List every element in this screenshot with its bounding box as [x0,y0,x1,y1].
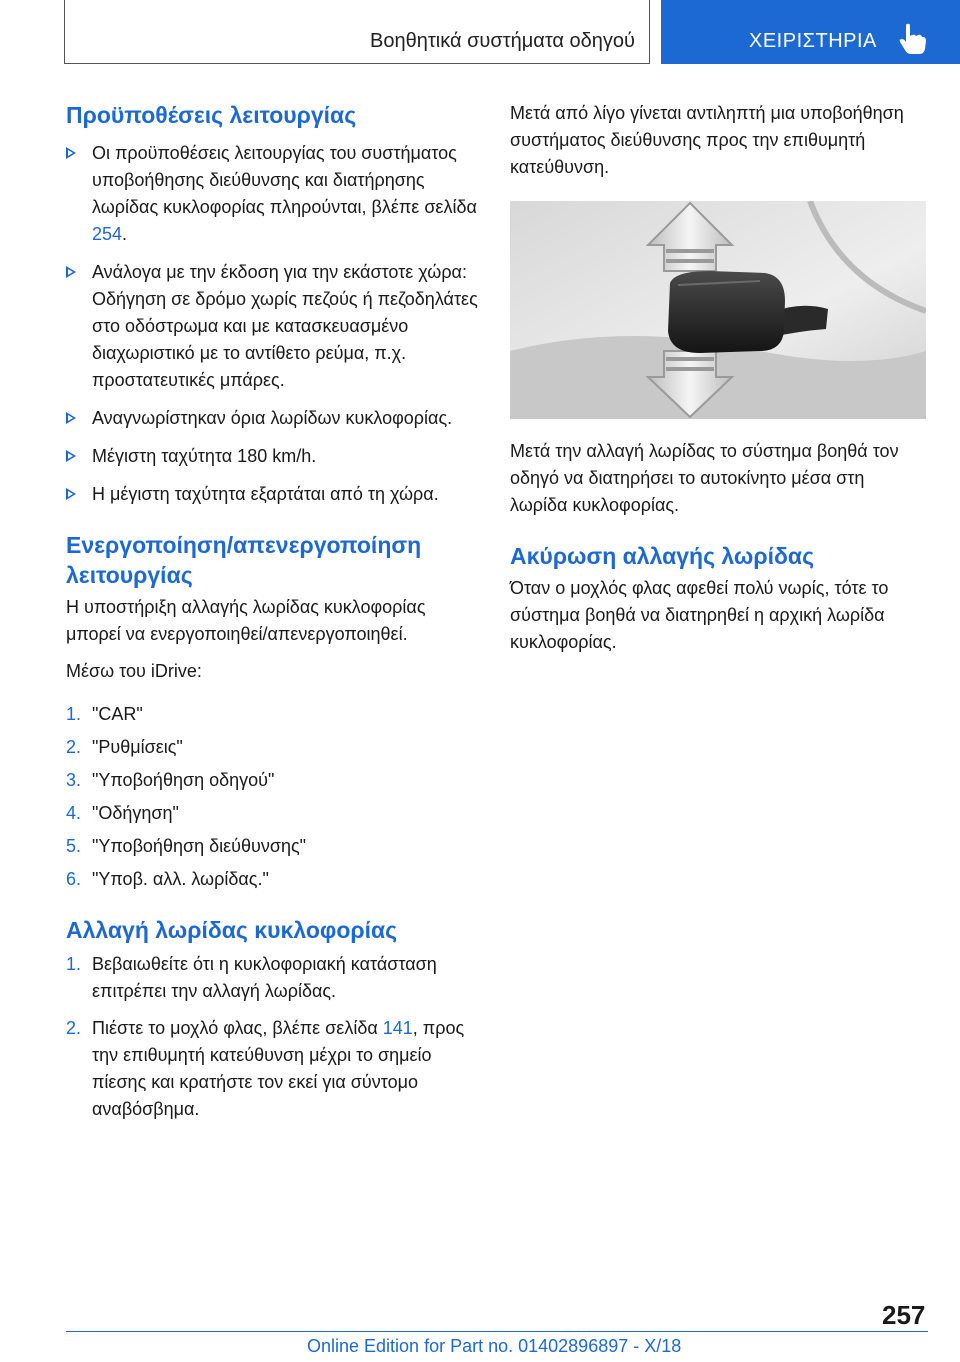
footer-edition: Online Edition for Part no. 01402896897 - X/18 [307,1336,682,1356]
step-number: 6. [66,869,82,889]
idrive-paragraph: Μέσω του iDrive: [66,661,202,681]
step-text: Πιέστε το μοχλό φλας, βλέπε σελίδα [92,1018,383,1038]
list-item [66,481,480,508]
step-number: 2. [66,1018,82,1038]
heading-activation: Ενεργοποίηση/απενεργοποίηση λειτουργίας [66,532,422,588]
header-section-title: Βοηθητικά συστήματα οδηγού [370,30,635,52]
header-section-box [64,0,650,64]
step-text: "Υποβ. αλλ. λωρίδας." [92,869,269,889]
step-number: 2. [66,737,82,757]
lane-change-steps [66,951,480,1123]
page-link-141[interactable]: 141 [382,1018,413,1038]
intro-paragraph: Μετά από λίγο γίνεται αντιληπτή μια υποβοήθηση συστήματος διεύθυνσης προς την επιθυμητή κατεύθυνση. [510,103,904,177]
step-text: "CAR" [92,704,143,724]
triangle-bullet-icon [66,412,76,424]
left-column [66,100,480,1129]
list-item-text: Ανάλογα με την έκδοση για την εκάστοτε χώρα: Οδήγηση σε δρόμο χωρίς πεζούς ή πεζοδηλάτες στο οδόστρωμα και με κατασκευασμένο διαχωριστικό με το αντίθετο ρεύμα, π.χ. προστατευτικές μπάρες. [92,262,478,390]
step-number: 5. [66,836,82,856]
activation-paragraph: Η υποστήριξη αλλαγής λωρίδας κυκλοφορίας μπορεί να ενεργοποιηθεί/απενεργοποιηθεί. [66,597,426,644]
list-item [66,734,480,761]
triangle-bullet-icon [66,147,76,159]
step-text: "Υποβοήθηση διεύθυνσης" [92,836,307,856]
list-item [66,259,480,394]
list-item [66,405,480,432]
triangle-bullet-icon [66,450,76,462]
list-item-text: Οι προϋποθέσεις λειτουργίας του συστήματος υποβοήθησης διεύθυνσης και διατήρησης λωρίδας κυκλοφορίας πληρούνται, βλέπε σελίδα [92,143,477,217]
list-item-text: Η μέγιστη ταχύτητα εξαρτάται από τη χώρα. [92,484,439,504]
heading-lane-change: Αλλαγή λωρίδας κυκλοφορίας [66,917,398,943]
header-chapter-tab[interactable] [661,0,960,64]
step-text: "Υποβοήθηση οδηγού" [92,770,275,790]
list-item [66,866,480,893]
right-column [510,100,926,656]
list-item-suffix: . [122,224,128,244]
step-number: 3. [66,770,82,790]
list-item [66,800,480,827]
step-number: 1. [66,954,82,974]
cancel-paragraph: Όταν ο μοχλός φλας αφεθεί πολύ νωρίς, τότε το σύστημα βοηθά να διατηρηθεί η αρχική λωρίδα κυκλοφορίας. [510,578,889,652]
list-item [66,140,480,248]
list-item [66,1015,480,1123]
list-item [66,767,480,794]
chapter-tab-label: ΧΕΙΡΙΣΤΗΡΙΑ [749,30,877,52]
list-item-text: Μέγιστη ταχύτητα 180 km/h. [92,446,317,466]
list-item [66,443,480,470]
step-number: 4. [66,803,82,823]
step-text: "Οδήγηση" [92,803,179,823]
list-item-text: Αναγνωρίστηκαν όρια λωρίδων κυκλοφορίας. [92,408,453,428]
hand-pointer-icon [897,22,927,56]
step-text-suffix: , προς την επιθυμητή κατεύθυνση μέχρι το σημείο πίεσης και κρατήστε τον εκεί για σύντομο αναβόσβημα. [92,1018,465,1119]
turn-signal-lever-image [510,201,926,419]
list-item [66,701,480,728]
triangle-bullet-icon [66,266,76,278]
after-change-paragraph: Μετά την αλλαγή λωρίδας το σύστημα βοηθά τον οδηγό να διατηρήσει το αυτοκίνητο μέσα στη λωρίδα κυκλοφορίας. [510,441,899,515]
list-item [66,833,480,860]
step-text: "Ρυθμίσεις" [92,737,183,757]
triangle-bullet-icon [66,488,76,500]
page-link-254[interactable]: 254 [92,224,123,244]
step-number: 1. [66,704,82,724]
page-number: 257 [882,1300,926,1330]
heading-cancel-lane-change: Ακύρωση αλλαγής λωρίδας [510,543,815,569]
idrive-steps-list [66,701,480,893]
footer-divider [66,1331,928,1332]
prerequisites-list [66,140,480,508]
list-item [66,951,480,1005]
heading-prerequisites: Προϋποθέσεις λειτουργίας [66,102,357,128]
step-text: Βεβαιωθείτε ότι η κυκλοφοριακή κατάσταση επιτρέπει την αλλαγή λωρίδας. [92,954,437,1001]
